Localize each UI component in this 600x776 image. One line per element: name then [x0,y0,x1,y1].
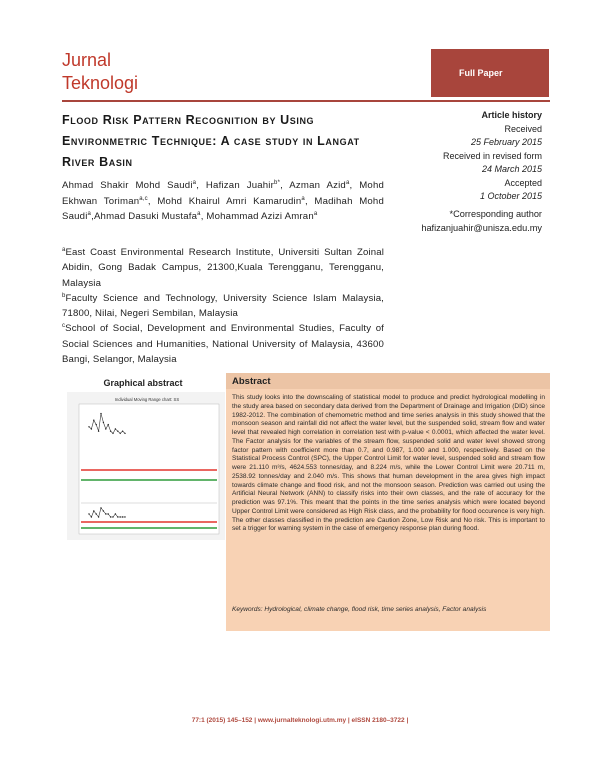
moving-range-point [110,516,111,517]
moving-range-point [93,510,94,511]
revised-label: Received in revised form [442,150,542,161]
individual-point [88,426,89,427]
individual-point [105,428,106,429]
chart-plot-area [79,404,219,534]
author-4: , Mohd Ekhwan Toriman [62,180,385,207]
moving-range-point [122,516,123,517]
individual-point [115,428,116,429]
chart-title: Individual Moving Range chart: SS [114,397,180,402]
moving-range-point [117,516,118,517]
header-rule [62,100,550,102]
affiliation-a-text: East Coast Environmental Research Institute, Universiti Sultan Zoinal Abidin, Gong Badak Campus, 21300,Kuala Terengganu, Terengganu, Malaysia [62,247,384,289]
accepted-date: 1 October 2015 [479,191,542,201]
full-paper-badge: Full Paper [431,49,549,97]
author-1-sup: a [192,179,197,186]
moving-range-point [120,516,121,517]
affiliation-c-text: School of Social, Development and Environmental Studies, Faculty of Social Sciences and Humanities, National University of Malaysia, 43600 Bangi, Selangor, Malaysia [62,323,384,366]
individual-point [91,428,92,429]
author-7-sup: a [197,210,201,217]
moving-range-point [115,513,116,514]
moving-range-point [91,516,92,517]
individual-point [112,433,113,434]
author-7: ,Ahmad Dasuki Mustafa [91,211,198,222]
journal-line1: Jurnal [62,50,112,70]
affiliation-b-text: Faculty Science and Technology, University Science Islam Malaysia, 71800, Nilai, Negeri Sembilan, Malaysia [62,292,384,320]
revised-date: 24 March 2015 [481,164,542,174]
individual-point [120,433,121,434]
corresponding-author [421,207,542,235]
received-label: Received [504,123,542,134]
article-history [443,109,542,204]
affiliation-c-sup: c [62,323,66,330]
corresponding-label: *Corresponding author [449,209,542,219]
affiliation-b [62,291,384,322]
author-6-sup: a [87,210,92,217]
individual-point [93,420,94,421]
abstract-header [226,373,550,389]
corresponding-email[interactable]: hafizanjuahir@unisza.edu.my [421,223,542,233]
author-2-sup: b* [274,179,281,186]
graphical-abstract-chart [67,392,225,540]
moving-range-point [98,516,99,517]
article-title: Flood Risk Pattern Recognition by Using Environmetric Technique: A case study in Langat River Basin [62,113,360,169]
abstract-body: This study looks into the downscaling of statistical model to produce and predict hydrological modelling in the study area based on secondary data derived from the Department of Drainage and Irrigation (DID) since 1982-2012. The combination of chemometric method and time series analysis in this study showed that the monsoon season and rainfall did not affect the water level, but the suspended solid, stream flow and water level that revealed high correlation in correlation test with p-value < 0.0001, which affected the water level. The Factor analysis for the variables of the stream flow, suspended solid and water level showed strong factor pattern with coefficient more than 0.7, and 0.987, 1.000 and 1.000, respectively. Based on the Statistical Process Control (SPC), the Upper Control Limit for water level, suspended solid and stream flow were 21.110 m³/s, 4624.553 tonnes/day, and 8.224 m/s, while the Lower Control Limit were 20.711 m, 2538.92 tonnes/day and 2.040 m/s. This shows that human development in the area gives high impact towards climate change and flood risk, and not the monsoon season. Prediction was carried out using the Artificial Neural Network (ANN) to classify risks into their own classes, and the rate of accuracy for the prediction was 97.1%. This meant that the points in the time series analysis which were located beyond Upper Control Limit were considered as High Risk class, and the probability for flood occurence is very high. The other classes classified in the prediction are Caution Zone, Low Risk and No risk. This is important to set a trigger for warning system in the case of emergency response plan during flood. [232,394,545,533]
individual-point [103,422,104,423]
author-5: , Mohd Khairul Amri Kamarudin [147,195,302,207]
abstract-heading: Abstract [232,376,271,387]
moving-range-point [108,513,109,514]
moving-range-point [96,513,97,514]
author-6: , Madihah Mohd Saudi [62,195,384,222]
graphical-abstract-heading: Graphical abstract [103,378,183,388]
moving-range-point [100,507,101,508]
moving-range-point [88,513,89,514]
page-footer[interactable]: 77:1 (2015) 145–152 | www.jurnalteknologi.utm.my | eISSN 2180–3722 | [191,717,409,724]
moving-range-point [112,516,113,517]
journal-name [62,49,138,95]
individual-point [96,424,97,425]
moving-range-point [124,516,125,517]
individual-point [98,431,99,432]
affiliation-c [62,321,384,367]
author-4-sup: a,c [139,195,148,202]
moving-range-point [103,510,104,511]
individual-point [110,431,111,432]
affiliation-b-sup: b [62,292,66,299]
author-list [62,178,384,225]
individual-point [122,431,123,432]
author-8: , Mohammad Azizi Amran [200,211,314,222]
affiliations [62,245,384,367]
author-8-sup: a [313,210,318,217]
affiliation-a [62,245,384,291]
moving-range-point [105,513,106,514]
author-2: , Hafizan Juahir [196,180,275,191]
journal-line2: Teknologi [62,73,139,93]
accepted-label: Accepted [504,177,542,188]
individual-point [124,433,125,434]
abstract-keywords: Keywords: Hydrological, climate change, flood risk, time series analysis, Factor analysis [232,606,487,613]
author-5-sup: a [301,195,305,202]
author-3: , Azman Azid [280,180,346,191]
individual-point [117,431,118,432]
individual-point [108,424,109,425]
author-1: Ahmad Shakir Mohd Saudi [62,180,193,191]
author-3-sup: a [345,179,350,186]
individual-point [100,413,101,414]
received-date: 25 February 2015 [470,137,542,147]
history-heading: Article history [481,110,542,120]
affiliation-a-sup: a [62,246,66,253]
